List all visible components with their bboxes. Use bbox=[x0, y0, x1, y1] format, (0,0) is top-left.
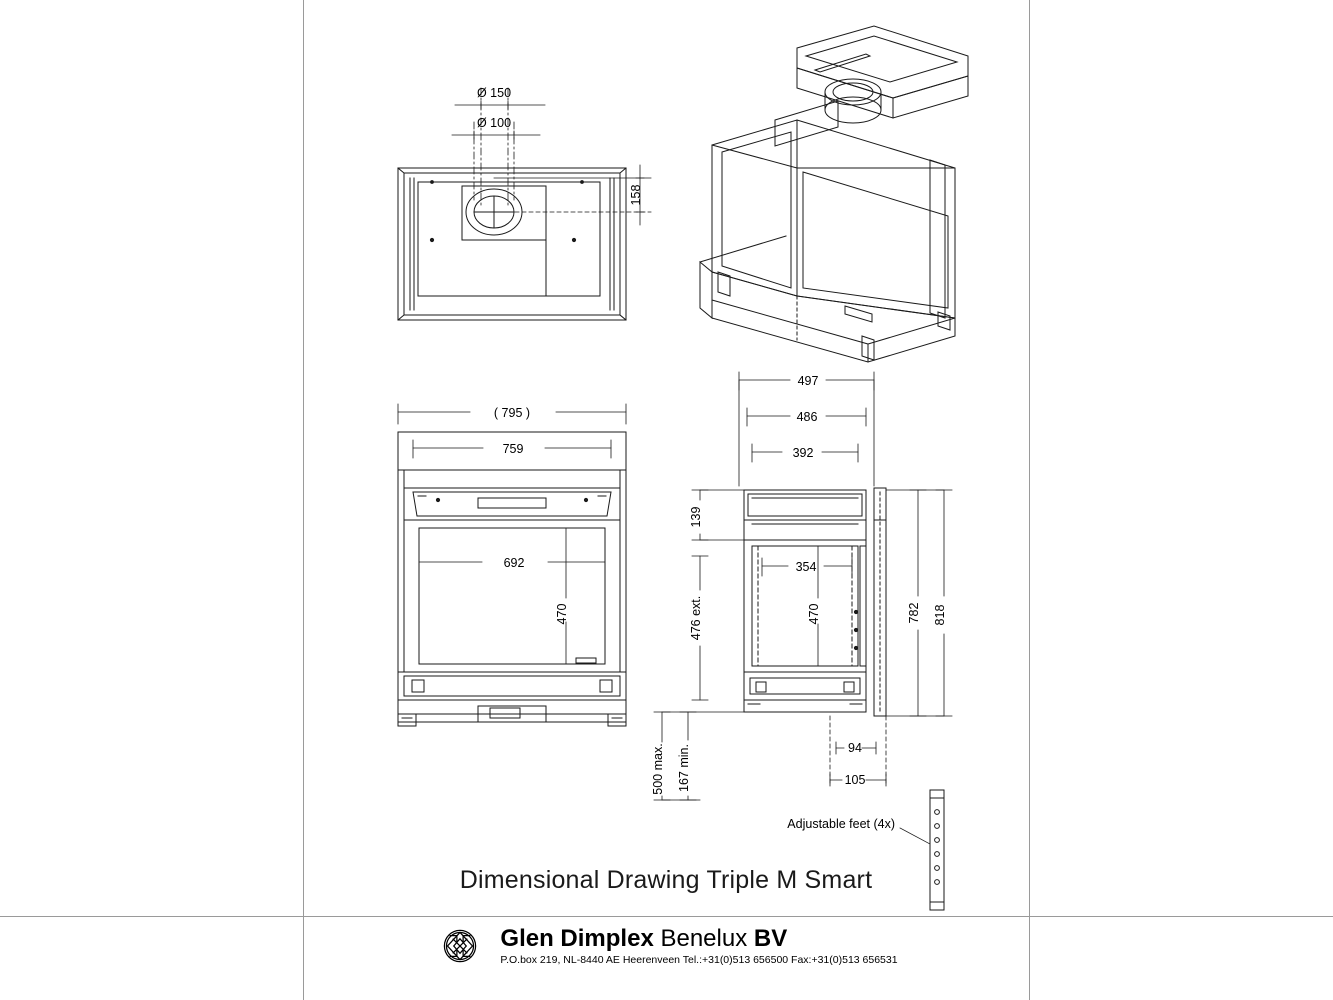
side-view-dimension-lines bbox=[654, 372, 952, 800]
company-name bbox=[500, 926, 897, 952]
side-view-geometry bbox=[744, 488, 886, 716]
dim-flue-inner-diameter: Ø 100 bbox=[476, 116, 512, 130]
dim-offset-94: 94 bbox=[848, 741, 862, 755]
dim-offset-105: 105 bbox=[844, 773, 866, 787]
company-text bbox=[500, 926, 897, 966]
dim-depth-486: 486 bbox=[796, 410, 818, 424]
dim-opening-height-470-side: 470 bbox=[807, 603, 821, 625]
dim-width-759: 759 bbox=[502, 442, 524, 456]
celtic-knot-logo bbox=[434, 920, 486, 972]
dim-depth-392: 392 bbox=[792, 446, 814, 460]
dim-height-476-ext: 476 ext. bbox=[689, 595, 703, 641]
dim-height-818: 818 bbox=[933, 604, 947, 626]
front-view-geometry bbox=[398, 432, 626, 726]
dim-height-167-min: 167 min. bbox=[677, 744, 691, 792]
dim-opening-height-470-front: 470 bbox=[555, 603, 569, 625]
dim-overall-width-795: ( 795 ) bbox=[493, 406, 531, 420]
adjustable-feet-callout: Adjustable feet (4x) bbox=[787, 817, 895, 831]
dim-height-782: 782 bbox=[907, 602, 921, 624]
dim-depth-497: 497 bbox=[797, 374, 819, 388]
title-block bbox=[303, 866, 1029, 895]
dim-opening-depth-354: 354 bbox=[795, 560, 817, 574]
company-name-part1: Glen Dimplex bbox=[500, 924, 654, 952]
top-view-dimension-lines bbox=[452, 88, 651, 225]
company-block bbox=[303, 920, 1029, 972]
dim-height-139: 139 bbox=[689, 506, 703, 528]
company-name-part3: BV bbox=[753, 924, 788, 952]
isometric-view-geometry bbox=[700, 26, 968, 362]
dim-opening-width-692: 692 bbox=[503, 556, 525, 570]
dim-height-500-max: 500 max. bbox=[651, 743, 665, 795]
company-name-part2: Benelux bbox=[660, 924, 748, 952]
company-address: P.O.box 219, NL-8440 AE Heerenveen Tel.:+31(0)513 656500 Fax:+31(0)513 656531 bbox=[500, 954, 898, 967]
dim-top-depth-158: 158 bbox=[629, 184, 643, 206]
drawing-title: Dimensional Drawing Triple M Smart bbox=[459, 866, 873, 894]
dim-flue-outer-diameter: Ø 150 bbox=[476, 86, 512, 100]
top-view-geometry bbox=[398, 168, 626, 320]
